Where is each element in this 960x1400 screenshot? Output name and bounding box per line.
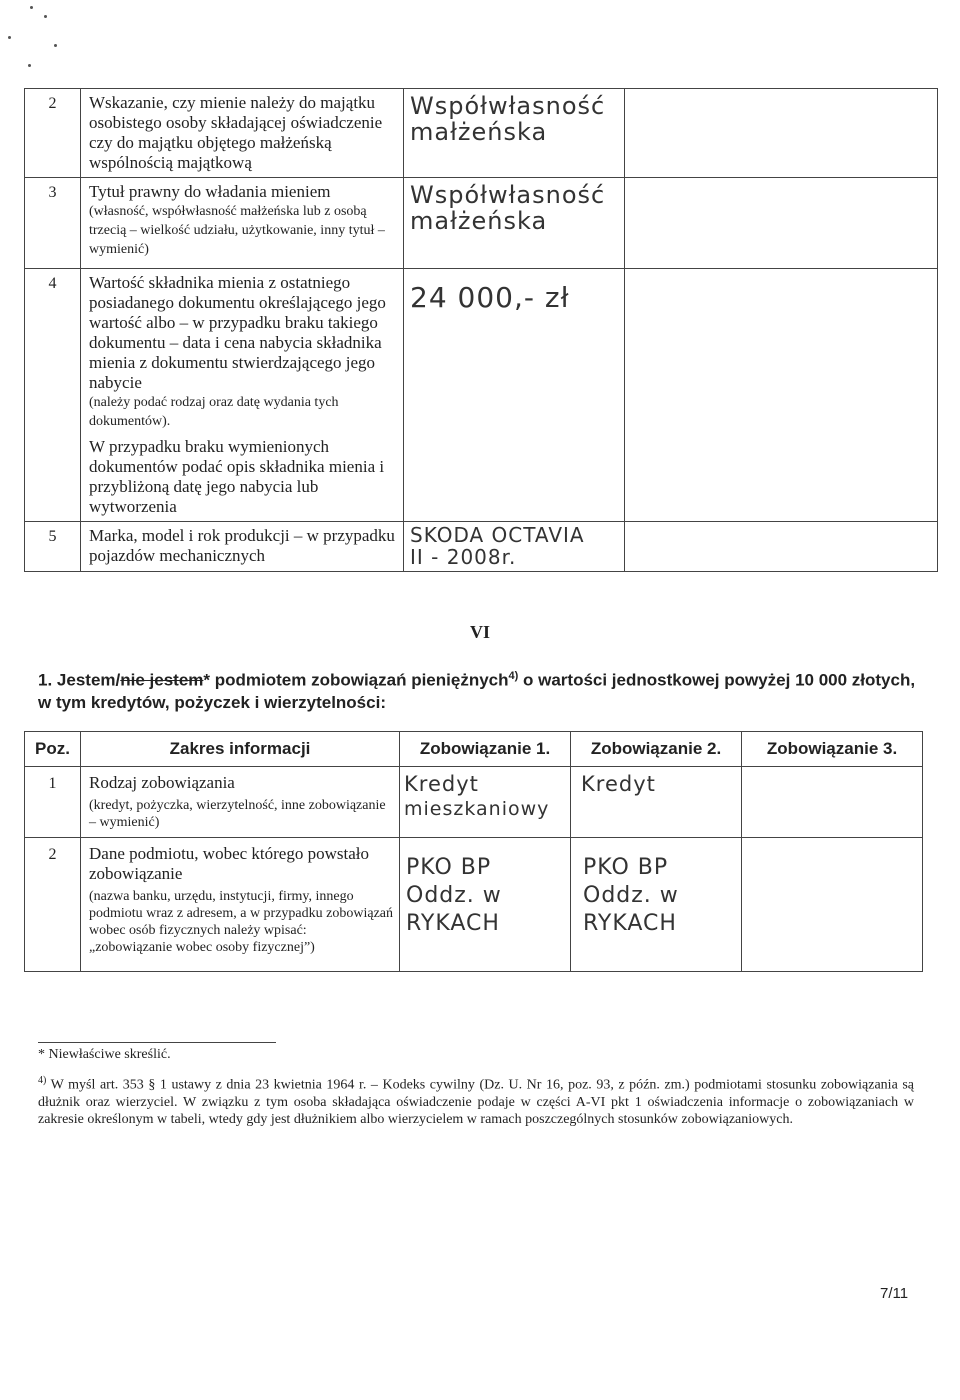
table-row: [25, 838, 923, 972]
row-description-main: Rodzaj zobowiązania: [89, 773, 235, 792]
handwritten-answer: Oddz. w: [406, 883, 502, 908]
liabilities-table: [24, 731, 923, 972]
table-row: [25, 522, 938, 572]
section-title: VI: [469, 622, 490, 642]
row-number: 5: [25, 522, 81, 572]
handwritten-answer: RYKACH: [406, 911, 500, 936]
empty-cell: [625, 522, 938, 572]
footnote-4: [38, 1072, 914, 1128]
answer-cell: [571, 838, 742, 972]
liability-statement: [38, 665, 918, 714]
answer-cell: [400, 838, 571, 972]
answer-cell: [571, 767, 742, 838]
row-description-hint: (własność, współwłasność małżeńska lub z osobą trzecią – wielkość udziału, użytkowanie, inny tytuł – wymienić): [89, 204, 385, 257]
scan-speck: [28, 64, 31, 67]
footnote-marker: 4): [38, 1075, 47, 1086]
handwritten-answer: PKO BP: [406, 855, 492, 880]
handwritten-answer: 24 000,- zł: [410, 281, 570, 314]
column-header: Zobowiązanie 1.: [400, 732, 571, 767]
table-row: [25, 89, 938, 178]
row-description: Marka, model i rok produkcji – w przypadku pojazdów mechanicznych: [81, 522, 404, 572]
row-description-hint: (kredyt, pożyczka, wierzytelność, inne zobowiązanie – wymienić): [89, 798, 386, 830]
row-description: Wskazanie, czy mienie należy do majątku osobistego osoby składającej oświadczenie czy do majątku objętego małżeńską wspólnością majątkową: [81, 89, 404, 178]
scan-speck: [44, 15, 47, 18]
row-description: [81, 269, 404, 522]
answer-cell: [400, 767, 571, 838]
footnote-text: W myśl art. 353 § 1 ustawy z dnia 23 kwietnia 1964 r. – Kodeks cywilny (Dz. U. Nr 16, poz. 93, z późn. zm.) podmiotami stosunku zobowiązania są dłużnik oraz wierzyciel. W związku z tym osoba składająca oświadczenie podaje w części A-VI pkt 1 oświadczenia informacje o zobowiązaniach w zakresie określonym w tabeli, wtedy gdy jest dłużnikiem albo wierzycielem w ramach poszczególnych stosunków zobowiązaniowych.: [38, 1077, 914, 1127]
statement-text: Jestem/: [56, 670, 121, 690]
answer-cell: [404, 89, 625, 178]
scan-speck: [54, 44, 57, 47]
row-number: 4: [25, 269, 81, 522]
handwritten-answer: małżeńska: [410, 207, 548, 235]
handwritten-answer: Oddz. w: [583, 883, 679, 908]
table-row: [25, 767, 923, 838]
handwritten-answer: Kredyt: [581, 772, 656, 796]
table-header-row: [25, 732, 923, 767]
empty-cell: [625, 269, 938, 522]
table-row: [25, 178, 938, 269]
answer-cell: [404, 522, 625, 572]
statement-text: o wartości jednostkowej powyżej 10 000 złotych, w tym kredytów, pożyczek i wierzytelności:: [38, 670, 916, 712]
row-description: [81, 838, 400, 972]
row-number: 2: [25, 89, 81, 178]
footnote-divider: [38, 1042, 276, 1043]
struck-out-text: nie jestem: [120, 670, 204, 690]
handwritten-answer: II - 2008r.: [410, 545, 517, 569]
row-number: 1: [25, 767, 81, 838]
handwritten-answer: Kredyt: [404, 772, 479, 796]
empty-cell: [625, 89, 938, 178]
page-number: 7/11: [880, 1285, 909, 1302]
row-description: [81, 178, 404, 269]
column-header: Zakres informacji: [81, 732, 400, 767]
handwritten-answer: mieszkaniowy: [404, 798, 550, 820]
column-header: Poz.: [25, 732, 81, 767]
handwritten-answer: SKODA OCTAVIA: [410, 523, 585, 547]
row-description: [81, 767, 400, 838]
handwritten-answer: RYKACH: [583, 911, 677, 936]
row-description-main: Tytuł prawny do władania mieniem: [89, 182, 331, 201]
row-description-hint: (nazwa banku, urzędu, instytucji, firmy, innego podmiotu wraz z adresem, a w przypadku zobowiązań wobec osób fizycznych należy wpisać: „zobowiązanie wobec osoby fizycznej”): [89, 889, 393, 955]
scan-speck: [30, 6, 33, 9]
footnote-ref: 4): [508, 670, 519, 682]
answer-cell: [404, 269, 625, 522]
handwritten-answer: małżeńska: [410, 118, 548, 146]
empty-cell: [742, 767, 923, 838]
row-number: 2: [25, 838, 81, 972]
row-description-hint: (należy podać rodzaj oraz datę wydania tych dokumentów).: [89, 395, 339, 429]
row-description-main: Wartość składnika mienia z ostatniego posiadanego dokumentu określającego jego wartość albo – w przypadku braku takiego dokumentu – data i cena nabycia składnika mienia z dokumentu stwierdzającego jego nabycie: [89, 273, 386, 392]
column-header: Zobowiązanie 3.: [742, 732, 923, 767]
empty-cell: [742, 838, 923, 972]
row-number: 3: [25, 178, 81, 269]
empty-cell: [625, 178, 938, 269]
statement-text: * podmiotem zobowiązań pieniężnych: [203, 670, 509, 690]
column-header: Zobowiązanie 2.: [571, 732, 742, 767]
footnote-asterisk: * Niewłaściwe skreślić.: [38, 1047, 171, 1062]
row-description-main: Dane podmiotu, wobec którego powstało zobowiązanie: [89, 844, 369, 883]
handwritten-answer: Współwłasność: [410, 181, 606, 209]
row-description-extra: W przypadku braku wymienionych dokumentów podać opis składnika mienia i przybliżoną datę jego nabycia lub wytworzenia: [89, 437, 385, 516]
answer-cell: [404, 178, 625, 269]
handwritten-answer: PKO BP: [583, 855, 669, 880]
scan-speck: [8, 36, 11, 39]
asset-details-table: [24, 88, 938, 572]
statement-number: 1.: [38, 670, 53, 690]
handwritten-answer: Współwłasność: [410, 92, 606, 120]
table-row: [25, 269, 938, 522]
